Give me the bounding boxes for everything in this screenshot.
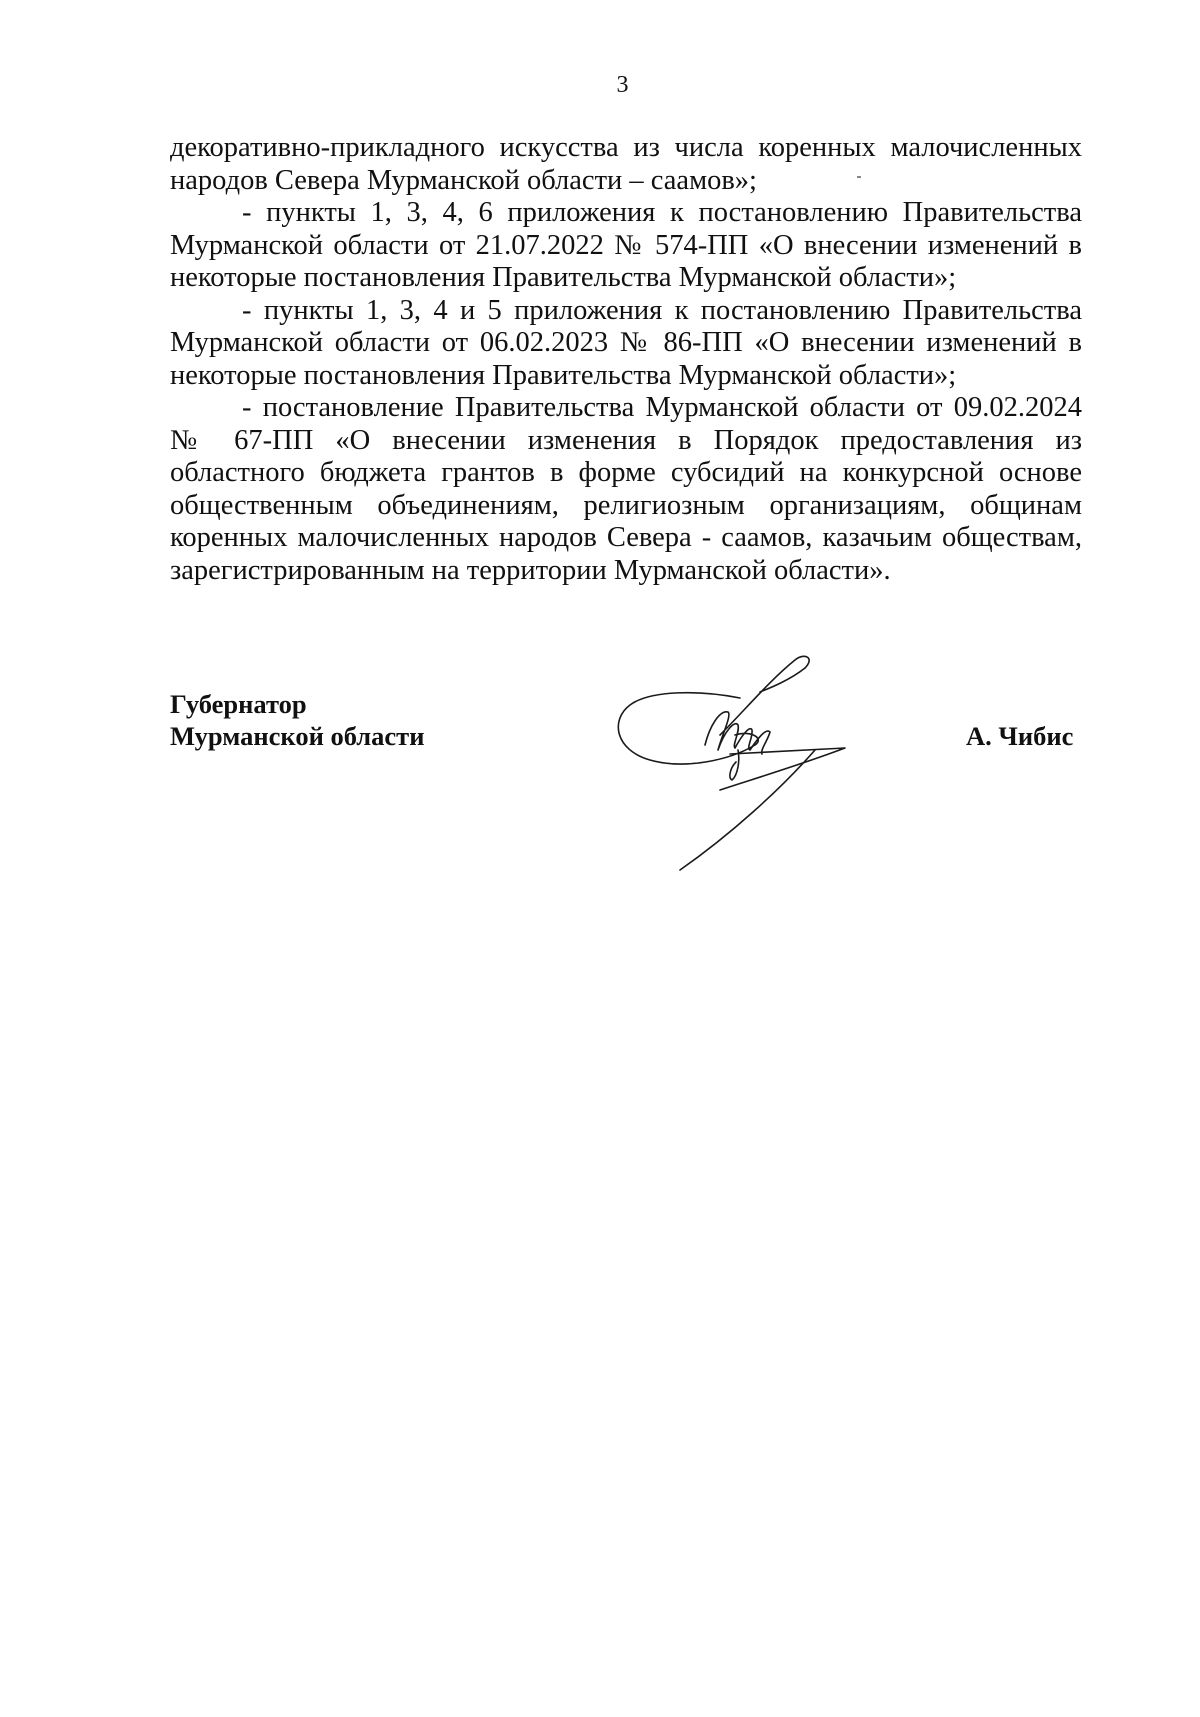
signature-title-line-2: Мурманской области (170, 721, 425, 751)
paragraph-item-1: - пункты 1, 3, 4, 6 приложения к постановлению Правительства Мурманской области от 21.07.2022 № 574-ПП «О внесении изменений в некоторые постановления Правительства Мурманской области»; (170, 197, 1082, 293)
signature-title (170, 688, 424, 752)
paragraph-item-2: - пункты 1, 3, 4 и 5 приложения к постановлению Правительства Мурманской области от 06.02.2023 № 86-ПП «О внесении изменений в некоторые постановления Правительства Мурманской области»; (170, 294, 1082, 391)
signatory-name: А. Чибис (966, 721, 1074, 751)
paragraph-continuation: декоративно-прикладного искусства из числа коренных малочисленных народов Севера Мурманской области – саамов»; (170, 132, 1082, 196)
speck-mark (857, 176, 861, 178)
handwritten-signature (610, 650, 910, 890)
document-body (170, 132, 1082, 587)
paragraph-item-3: - постановление Правительства Мурманской области от 09.02.2024 № 67-ПП «О внесении изменения в Порядок предоставления из областного бюджета грантов в форме субсидий на конкурсной основе общественным объединениям, религиозным организациям, общинам коренных малочисленных народов Севера - саамов, казачьим обществам, зарегистрированным на территории Мурманской области». (170, 392, 1082, 586)
signature-title-line-1: Губернатор (170, 689, 307, 719)
page-number: 3 (616, 72, 629, 98)
